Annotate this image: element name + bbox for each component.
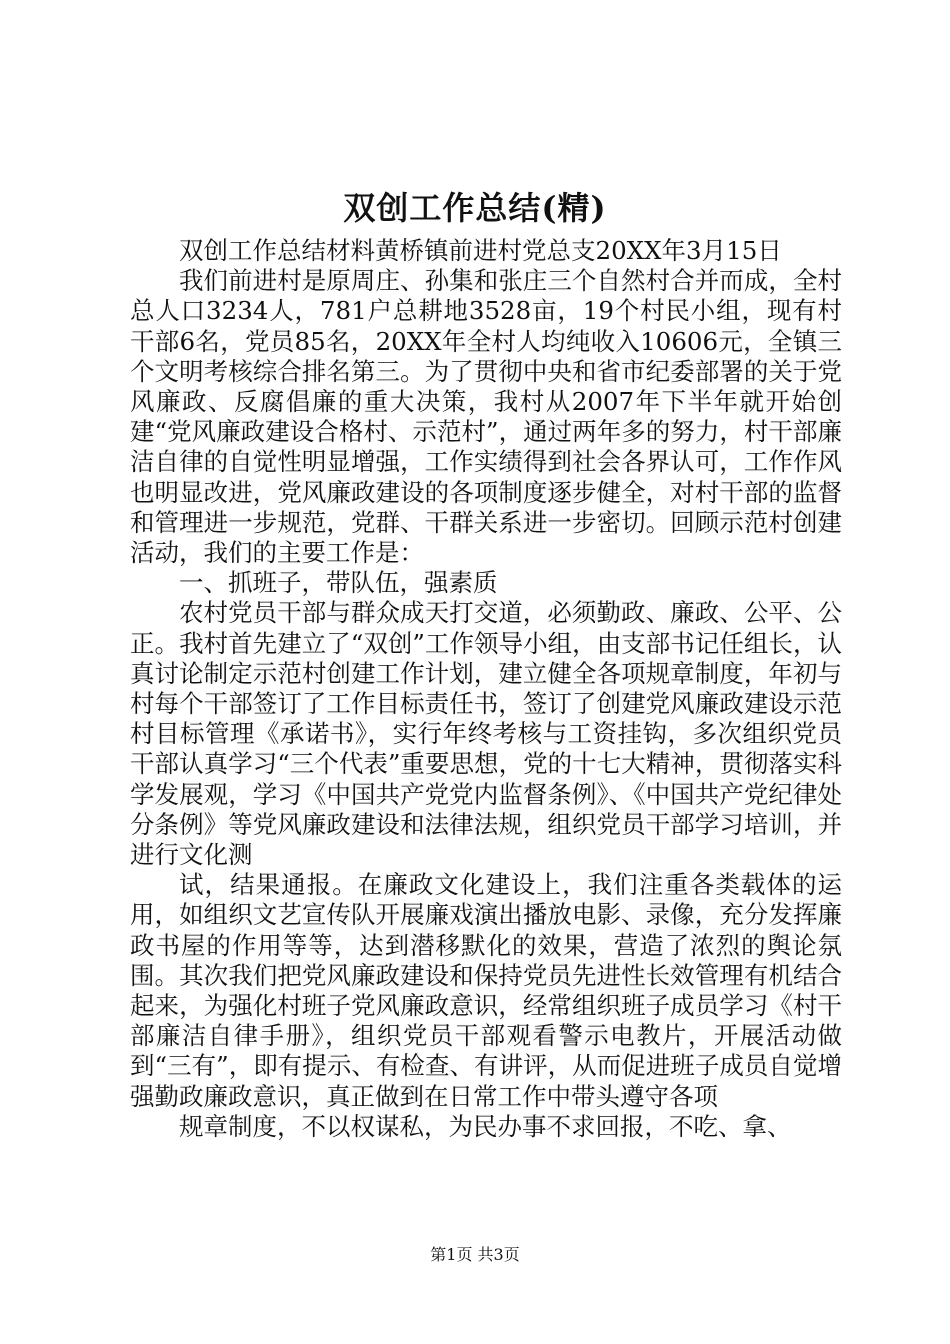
document-paragraph: 规章制度，不以权谋私，为民办事不求回报，不吃、拿、 — [179, 1111, 792, 1141]
document-paragraph: 试，结果通报。在廉政文化建设上，我们注重各类载体的运用，如组织文艺宣传队开展廉戏演出播放电影、录像，充分发挥廉政书屋的作用等等，达到潜移默化的效果，营造了浓烈的舆论氛围。其次我们把党风廉政建设和保持党员先进性长效管理有机结合起来，为强化村班子党风廉政意识，经常组织班子成员学习《村干部廉洁自律手册》，组织党员干部观看警示电教片，开展活动做到“三有”，即有提示、有检查、有讲评，从而促进班子成员自觉增强勤政廉政意识，真正做到在日常工作中带头遵守各项 — [130, 870, 842, 1111]
document-paragraph: 我们前进村是原周庄、孙集和张庄三个自然村合并而成，全村总人口3234人，781户总耕地3528亩，19个村民小组，现有村干部6名，党员85名，20XX年全村人均纯收入10606元，全镇三个文明考核综合排名第三。为了贯彻中央和省市纪委部署的关于党风廉政、反腐倡廉的重大决策，我村从2007年下半年就开始创建“党风廉政建设合格村、示范村”，通过两年多的努力，村干部廉洁自律的自觉性明显增强，工作实绩得到社会各界认可，工作作风也明显改进，党风廉政建设的各项制度逐步健全，对村干部的监督和管理进一步规范，党群、干群关系进一步密切。回顾示范村创建活动，我们的主要工作是： — [130, 266, 842, 568]
document-title: 双创工作总结(精) — [343, 189, 607, 227]
page-number-footer: 第1页 共3页 — [430, 1245, 520, 1264]
document-paragraph: 农村党员干部与群众成天打交道，必须勤政、廉政、公平、公正。我村首先建立了“双创”工作领导小组，由支部书记任组长，认真讨论制定示范村创建工作计划，建立健全各项规章制度，年初与村每个干部签订了工作目标责任书，签订了创建党风廉政建设示范村目标管理《承诺书》，实行年终考核与工资挂钩，多次组织党员干部认真学习“三个代表”重要思想，党的十七大精神，贯彻落实科学发展观，学习《中国共产党党内监督条例》、《中国共产党纪律处分条例》等党风廉政建设和法律法规，组织党员干部学习培训，并进行文化测 — [130, 598, 842, 870]
document-body — [130, 236, 842, 1142]
section-heading: 一、抓班子，带队伍，强素质 — [179, 568, 498, 598]
document-paragraph: 双创工作总结材料黄桥镇前进村党总支20XX年3月15日 — [179, 236, 782, 265]
